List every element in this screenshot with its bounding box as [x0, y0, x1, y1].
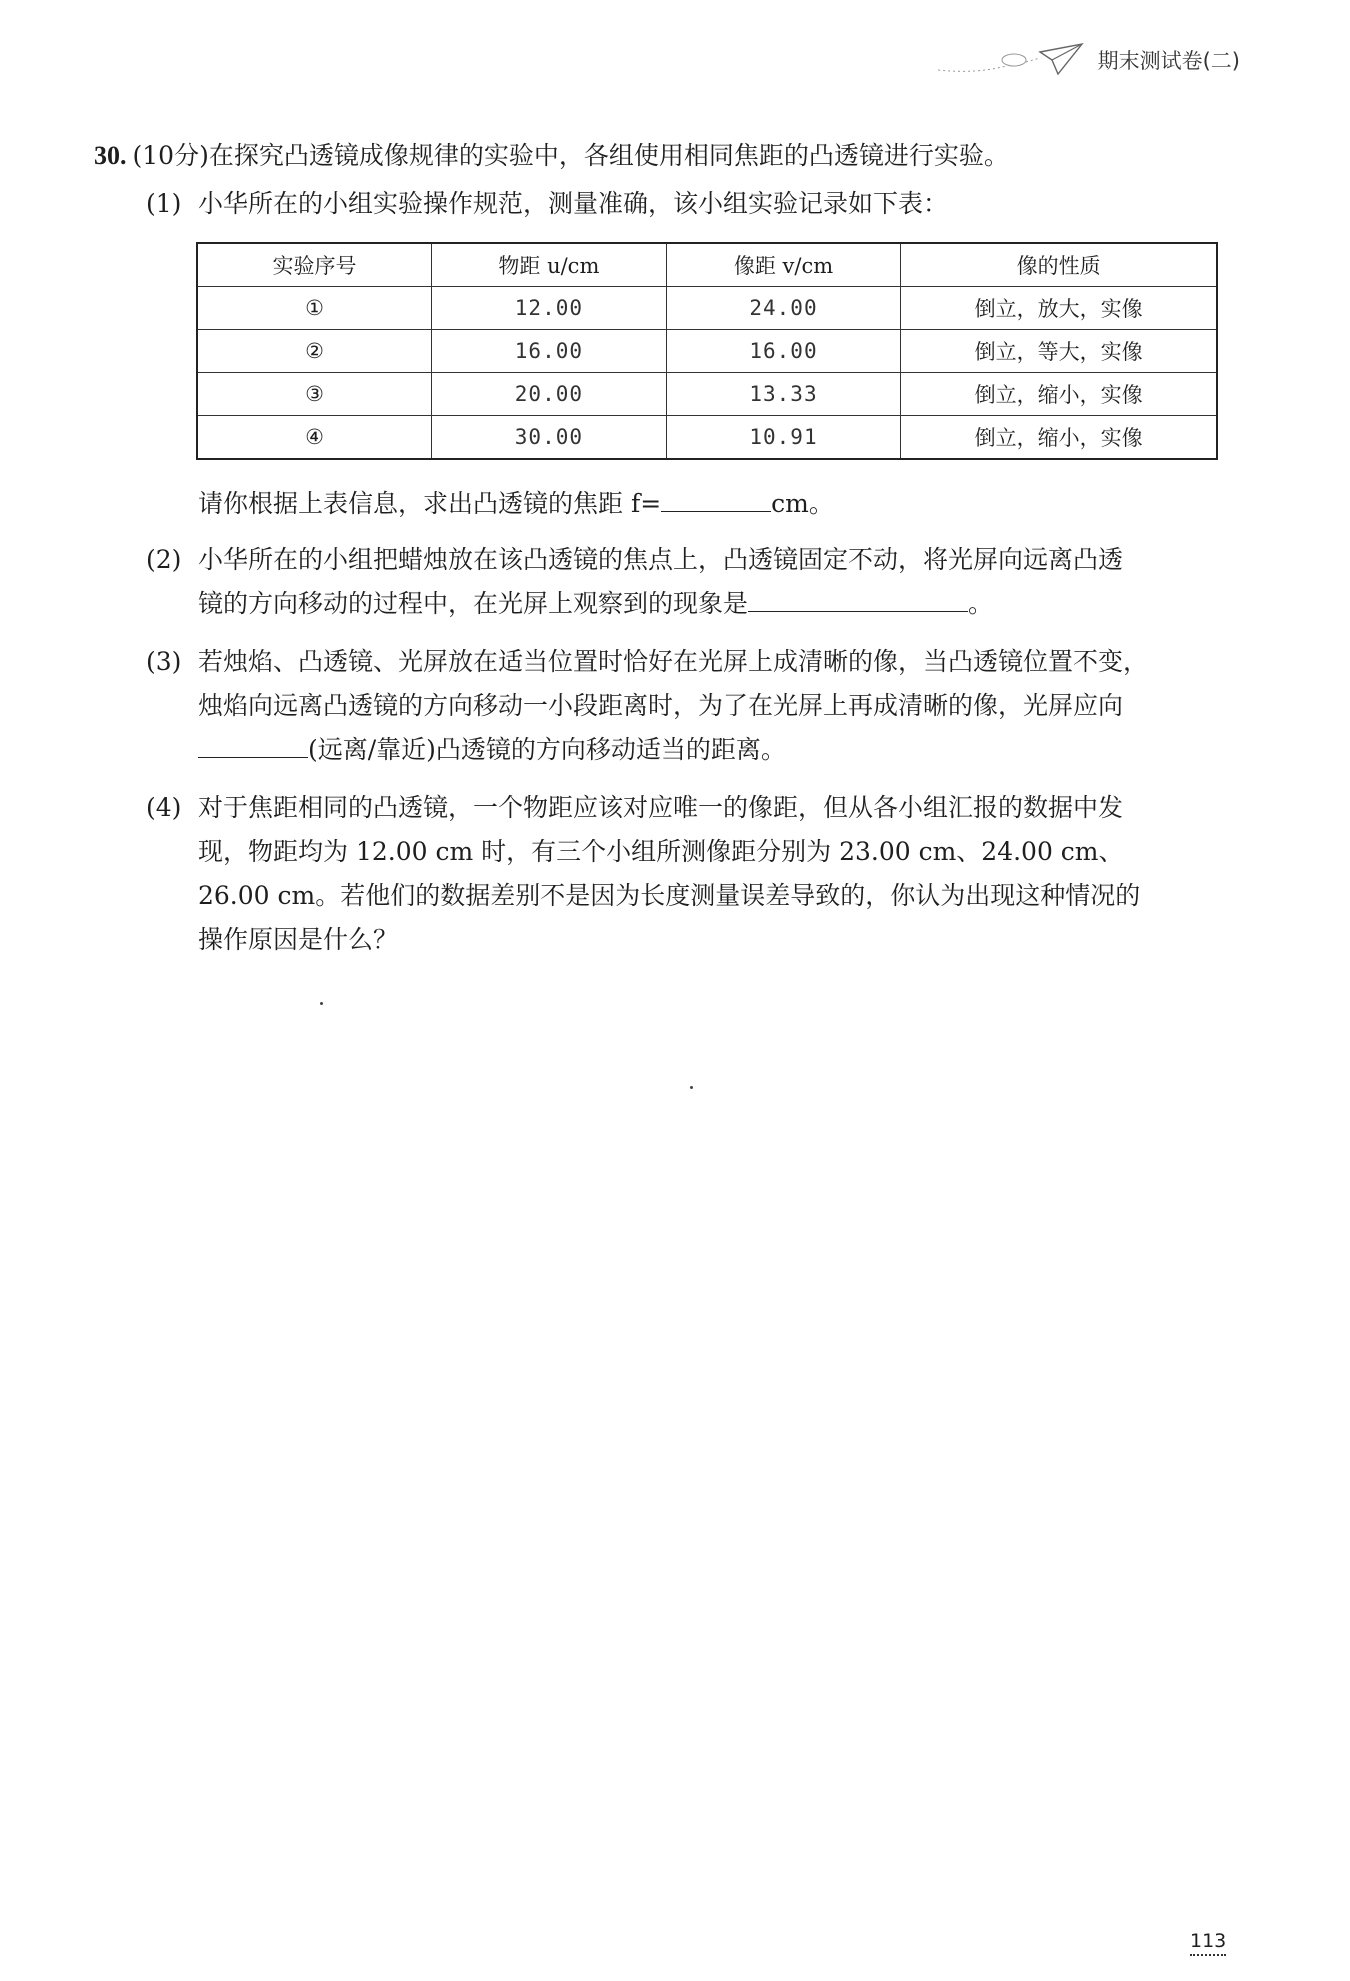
part-3-line-1: 若烛焰、凸透镜、光屏放在适当位置时恰好在光屏上成清晰的像，当凸透镜位置不变， — [198, 647, 1149, 676]
phenomenon-blank[interactable] — [748, 589, 968, 612]
table-cell: ③ — [197, 373, 432, 416]
table-cell: ① — [197, 287, 432, 330]
table-cell: 16.00 — [432, 330, 667, 373]
table-cell: 16.00 — [666, 330, 901, 373]
table-header-cell: 实验序号 — [197, 243, 432, 287]
table-cell: 10.91 — [666, 416, 901, 460]
part-1-text: 小华所在的小组实验操作规范，测量准确，该小组实验记录如下表： — [198, 189, 949, 218]
table-cell: 倒立，缩小，实像 — [901, 416, 1217, 460]
focal-length-blank[interactable] — [661, 489, 771, 512]
scan-speck — [690, 1086, 693, 1089]
part-2 — [94, 538, 1224, 626]
part-1 — [94, 184, 1224, 224]
part-4-line-3: 26.00 cm。若他们的数据差别不是因为长度测量误差导致的，你认为出现这种情况的 — [198, 881, 1141, 910]
question-30 — [94, 136, 1224, 962]
table-cell: 30.00 — [432, 416, 667, 460]
table-cell: ② — [197, 330, 432, 373]
table-cell: 24.00 — [666, 287, 901, 330]
page-header — [936, 40, 1240, 80]
question-intro-line — [94, 136, 1224, 176]
direction-blank[interactable] — [198, 735, 308, 758]
part-3-line-3-text: (远离/靠近)凸透镜的方向移动适当的距离。 — [308, 735, 786, 764]
table-header-cell: 物距 u/cm — [432, 243, 667, 287]
table-cell: ④ — [197, 416, 432, 460]
part-2-line-2 — [94, 582, 1224, 626]
table-row — [197, 416, 1217, 460]
table-header-cell: 像的性质 — [901, 243, 1217, 287]
part-4-line-1: 对于焦距相同的凸透镜，一个物距应该对应唯一的像距，但从各小组汇报的数据中发 — [198, 793, 1124, 822]
table-row — [197, 373, 1217, 416]
table-cell: 13.33 — [666, 373, 901, 416]
question-number: 30. — [94, 141, 127, 170]
question-intro: (10分)在探究凸透镜成像规律的实验中，各组使用相同焦距的凸透镜进行实验。 — [132, 141, 1009, 170]
table-cell: 20.00 — [432, 373, 667, 416]
table-cell: 倒立，等大，实像 — [901, 330, 1217, 373]
table-cell: 倒立，缩小，实像 — [901, 373, 1217, 416]
part-3-label: (3) — [146, 647, 182, 676]
table-row — [197, 287, 1217, 330]
paper-plane-icon — [936, 40, 1086, 80]
part-2-line-2-end: 。 — [968, 589, 994, 618]
table-header-row — [197, 243, 1217, 287]
page-number: 113 — [1190, 1930, 1226, 1956]
part-4-label: (4) — [146, 793, 182, 822]
table-cell: 12.00 — [432, 287, 667, 330]
experiment-table — [196, 242, 1218, 460]
scan-speck — [320, 1002, 323, 1005]
part-4-line-4: 操作原因是什么？ — [198, 925, 399, 954]
table-header-cell: 像距 v/cm — [666, 243, 901, 287]
part-2-line-1: 小华所在的小组把蜡烛放在该凸透镜的焦点上，凸透镜固定不动，将光屏向远离凸透 — [198, 545, 1124, 574]
part-3 — [94, 640, 1224, 772]
header-title: 期末测试卷(二) — [1097, 49, 1240, 73]
part-3-line-2: 烛焰向远离凸透镜的方向移动一小段距离时，为了在光屏上再成清晰的像，光屏应向 — [198, 691, 1124, 720]
part-4-line-2: 现，物距均为 12.00 cm 时，有三个小组所测像距分别为 23.00 cm、24.00 cm、 — [198, 837, 1124, 866]
table-row — [197, 330, 1217, 373]
part-1-label: (1) — [146, 189, 182, 218]
part-1-answer-line — [94, 484, 1224, 524]
focal-length-unit: cm。 — [771, 489, 834, 518]
focal-length-prompt: 请你根据上表信息，求出凸透镜的焦距 f= — [198, 489, 662, 518]
part-2-line-2-text: 镜的方向移动的过程中，在光屏上观察到的现象是 — [198, 589, 749, 618]
part-3-line-3 — [94, 728, 1224, 772]
table-cell: 倒立，放大，实像 — [901, 287, 1217, 330]
part-2-label: (2) — [146, 545, 182, 574]
part-4 — [94, 786, 1224, 962]
